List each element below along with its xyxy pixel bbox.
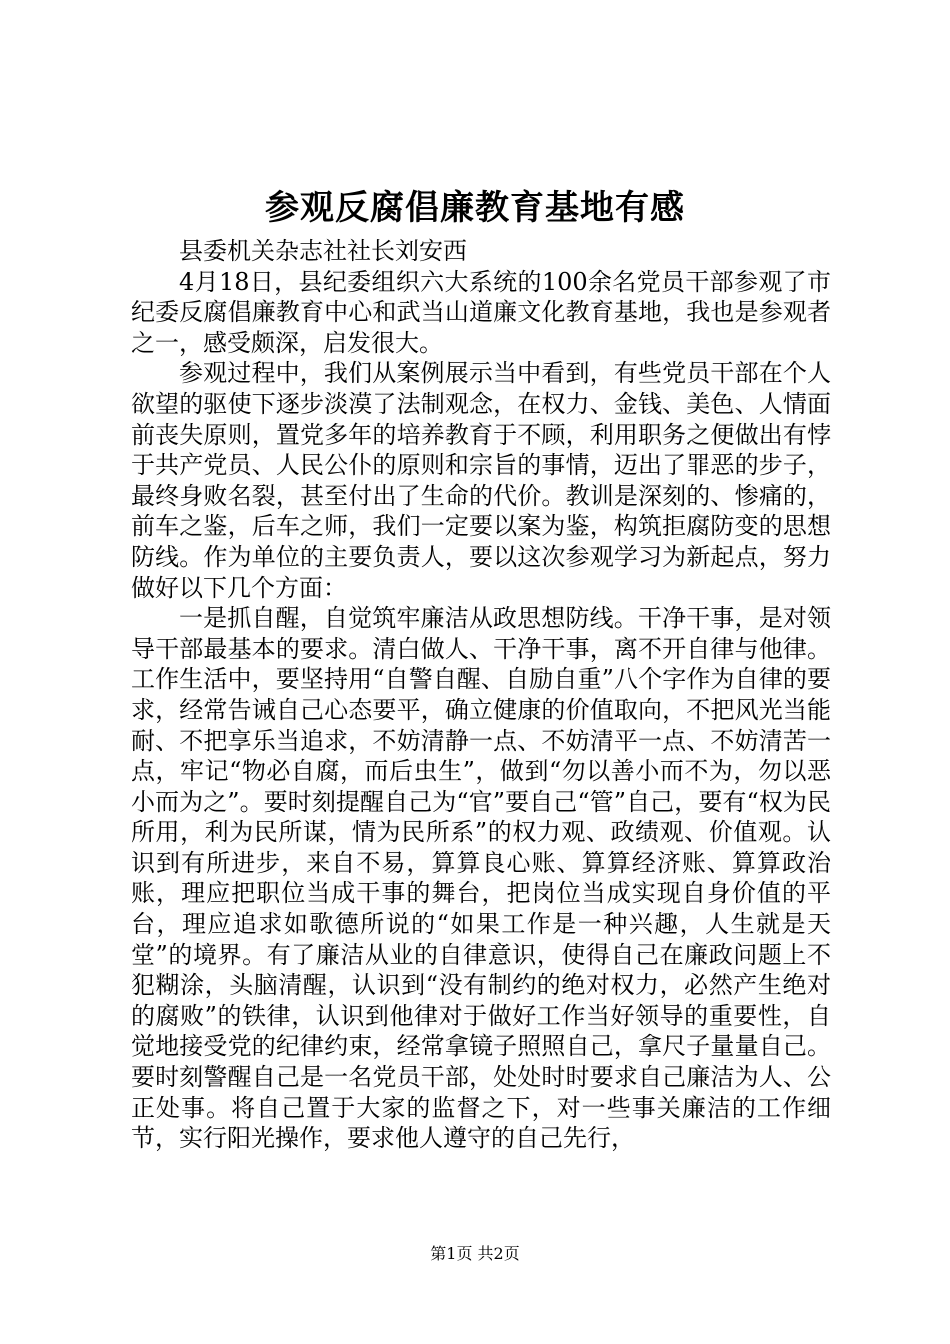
paragraph-2: 参观过程中，我们从案例展示当中看到，有些党员干部在个人欲望的驱使下逐步淡漠了法制观念，在权力、金钱、美色、人情面前丧失原则，置党多年的培养教育于不顾，利用职务之便做出有悖于共产党员、人民公仆的原则和宗旨的事情，迈出了罪恶的步子，最终身败名裂，甚至付出了生命的代价。教训是深刻的、惨痛的，前车之鉴，后车之师，我们一定要以案为鉴，构筑拒腐防变的思想防线。作为单位的主要负责人，要以这次参观学习为新起点，努力做好以下几个方面： <box>131 359 831 602</box>
document-title: 参观反腐倡廉教育基地有感 <box>265 188 685 228</box>
paragraph-3: 一是抓自醒，自觉筑牢廉洁从政思想防线。干净干事，是对领导干部最基本的要求。清白做人、干净干事，离不开自律与他律。工作生活中，要坚持用“自警自醒、自励自重”八个字作为自律的要求，经常告诫自己心态要平，确立健康的价值取向，不把风光当能耐、不把享乐当追求，不妨清静一点、不妨清平一点、不妨清苦一点，牢记“物必自腐，而后虫生”，做到“勿以善小而不为，勿以恶小而为之”。要时刻提醒自己为“官”要自己“管”自己，要有“权为民所用，利为民所谋，情为民所系”的权力观、政绩观、价值观。认识到有所进步，来自不易，算算良心账、算算经济账、算算政治账，理应把职位当成干事的舞台，把岗位当成实现自身价值的平台，理应追求如歌德所说的“如果工作是一种兴趣，人生就是天堂”的境界。有了廉洁从业的自律意识，使得自己在廉政问题上不犯糊涂，头脑清醒，认识到“没有制约的绝对权力，必然产生绝对的腐败”的铁律，认识到他律对于做好工作当好领导的重要性，自觉地接受党的纪律约束，经常拿镜子照照自己，拿尺子量量自己。要时刻警醒自己是一名党员干部，处处时时要求自己廉洁为人、公正处事。将自己置于大家的监督之下，对一些事关廉洁的工作细节，实行阳光操作，要求他人遵守的自己先行， <box>131 604 831 1153</box>
page-footer: 第1页 共2页 <box>430 1244 520 1263</box>
author-line: 县委机关杂志社社长刘安西 <box>179 237 467 265</box>
paragraph-1: 4月18日，县纪委组织六大系统的100余名党员干部参观了市纪委反腐倡廉教育中心和武当山道廉文化教育基地，我也是参观者之一，感受颇深，启发很大。 <box>131 267 831 357</box>
document-body <box>131 236 831 1154</box>
